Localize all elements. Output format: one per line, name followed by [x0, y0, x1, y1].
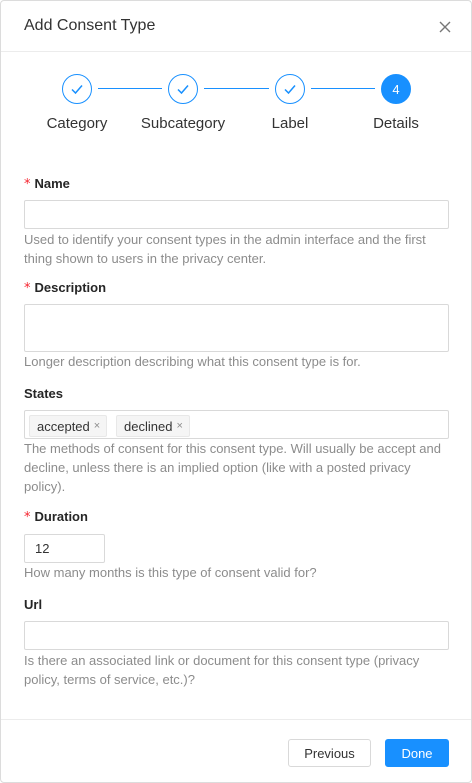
duration-label: [24, 509, 88, 525]
description-label-text: Description: [34, 280, 107, 295]
modal-footer: [1, 719, 471, 783]
step-details-number: 4: [381, 74, 411, 104]
url-help-text: Is there an associated link or document for this consent type (privacy policy, terms of service, etc.)?: [24, 653, 420, 687]
state-tag-label: declined: [124, 418, 173, 434]
modal-title: Add Consent Type: [24, 17, 156, 34]
step-connector: [311, 88, 375, 89]
step-connector: [204, 88, 269, 89]
duration-input[interactable]: [24, 534, 105, 563]
step-category-check-icon: [62, 74, 92, 104]
description-help-text: Longer description describing what this consent type is for.: [24, 354, 361, 369]
duration-help-text: How many months is this type of consent valid for?: [24, 565, 317, 580]
name-input[interactable]: [24, 200, 449, 229]
description-textarea[interactable]: [24, 304, 449, 352]
step-label-details: Details: [373, 115, 419, 132]
description-label: [24, 280, 106, 296]
step-subcategory-check-icon: [168, 74, 198, 104]
remove-tag-icon[interactable]: ×: [176, 420, 183, 432]
required-mark: *: [24, 510, 31, 525]
states-label: States: [24, 386, 64, 401]
step-label-label: Label: [271, 115, 309, 132]
step-label-subcategory: Subcategory: [140, 115, 226, 132]
modal-header: [1, 1, 471, 52]
step-label-check-icon: [275, 74, 305, 104]
name-label: [24, 176, 70, 192]
duration-label-text: Duration: [34, 509, 88, 524]
done-button[interactable]: Done: [385, 739, 449, 767]
remove-tag-icon[interactable]: ×: [93, 420, 101, 432]
required-mark: *: [24, 177, 31, 192]
previous-button[interactable]: Previous: [288, 739, 371, 767]
state-tag-declined: [116, 415, 190, 437]
stepper: [1, 71, 471, 141]
states-help-text: The methods of consent for this consent type. Will usually be accept and decline, unless there is an implied option (like with a posted privacy policy).: [24, 441, 441, 494]
state-tag-accepted: [29, 415, 107, 437]
step-connector: [98, 88, 162, 89]
states-select[interactable]: [24, 410, 449, 439]
state-tag-label: accepted: [37, 418, 90, 434]
url-input[interactable]: [24, 621, 449, 650]
required-mark: *: [24, 281, 31, 296]
name-label-text: Name: [34, 176, 70, 191]
step-label-category: Category: [46, 115, 108, 132]
url-label: Url: [24, 597, 43, 612]
name-help-text: Used to identify your consent types in the admin interface and the first thing shown to users in the privacy center.: [24, 232, 426, 266]
duration-value: 12: [35, 541, 50, 556]
close-icon[interactable]: [437, 19, 453, 35]
